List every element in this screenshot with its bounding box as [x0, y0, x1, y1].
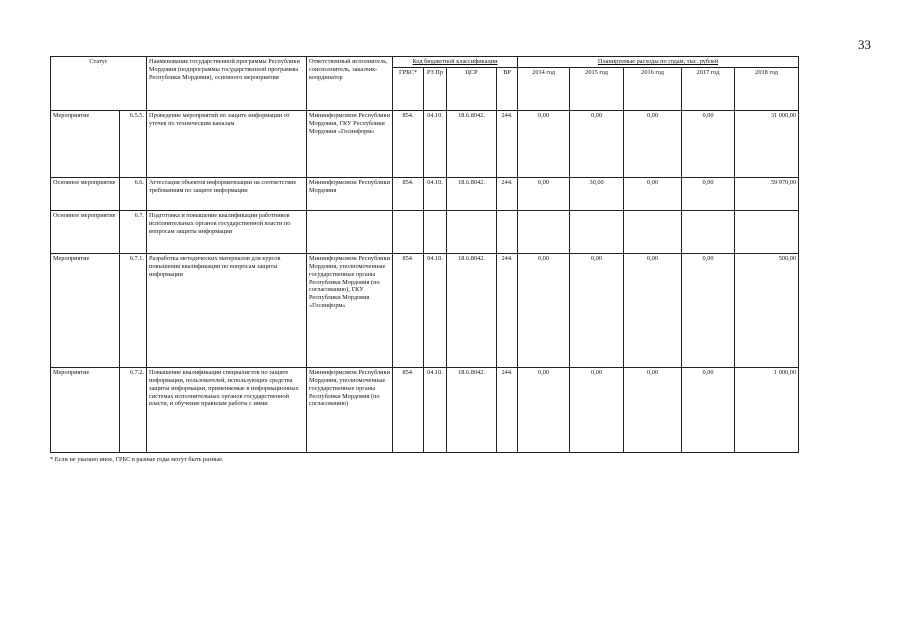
y2017-cell: 0,00 [682, 368, 735, 453]
y2018-cell: 1 000,00 [735, 368, 799, 453]
vr-cell: 244. [497, 111, 518, 178]
rz-cell: 04.10. [424, 368, 447, 453]
y2018-cell: 59 970,00 [735, 178, 799, 211]
y2014-cell: 0,00 [518, 111, 570, 178]
responsible-cell: Мининформсвязи Республики Мордовия, уполномоченные государственные органы Республики Мордовия (по согласованию) [307, 368, 393, 453]
y2015-cell: 0,00 [570, 111, 624, 178]
header-responsible: Ответственный исполнитель, соисполнитель, заказчик-координатор [307, 57, 393, 111]
header-row [51, 57, 799, 68]
responsible-cell: Мининформсвязи Республики Мордовия [307, 178, 393, 211]
vr-cell: 244. [497, 368, 518, 453]
name-cell: Разработка методических материалов для курсов повышения квалификации по вопросам защиты информации [147, 254, 307, 368]
number-cell: 6.7.1. [120, 254, 147, 368]
header-vr: ВР [497, 68, 518, 111]
y2017-cell [682, 211, 735, 254]
header-2015: 2015 год [570, 68, 624, 111]
responsible-cell: Мининформсвязи Республики Мордовия, уполномоченные государственные органы Республики Мордовия (по согласованию), ГКУ Республики Мордовия «Госинформ» [307, 254, 393, 368]
status-cell: Мероприятие [51, 111, 120, 178]
y2017-cell: 0,00 [682, 111, 735, 178]
header-status: Статус [51, 57, 147, 111]
header-2016: 2016 год [624, 68, 682, 111]
table-row [51, 368, 799, 453]
name-cell: Повышение квалификации специалистов по защите информации, пользователей, использующих средства защиты информации, применяемые в информационных системах исполнительных органов государственной власти, и обучение правилам работы с ними [147, 368, 307, 453]
responsible-cell: Мининформсвязи Республики Мордовия, ГКУ Республики Мордовия «Госинформ» [307, 111, 393, 178]
y2016-cell: 0,00 [624, 368, 682, 453]
rz-cell: 04.10. [424, 111, 447, 178]
table-row [51, 178, 799, 211]
y2014-cell: 0,00 [518, 178, 570, 211]
header-2014: 2014 год [518, 68, 570, 111]
header-spend-group: Планируемые расходы по годам, тыс. рублей [518, 57, 799, 68]
csr-cell [447, 211, 497, 254]
y2016-cell: 0,00 [624, 254, 682, 368]
y2018-cell [735, 211, 799, 254]
y2014-cell: 0,00 [518, 254, 570, 368]
table-row [51, 111, 799, 178]
header-rz: РЗ Пр [424, 68, 447, 111]
header-budget-group: Код бюджетной классификации [393, 57, 518, 68]
responsible-cell [307, 211, 393, 254]
csr-cell: 18.6.8042. [447, 368, 497, 453]
page-number: 33 [858, 37, 871, 52]
y2018-cell: 500,00 [735, 254, 799, 368]
csr-cell: 18.6.8042. [447, 178, 497, 211]
number-cell: 6.7. [120, 211, 147, 254]
header-name: Наименование государственной программы Республики Мордовия (подпрограммы государственной программы Республики Мордовия), основного мероприятия [147, 57, 307, 111]
status-cell: Основное мероприятие [51, 178, 120, 211]
y2016-cell: 0,00 [624, 178, 682, 211]
grbs-cell: 854. [393, 178, 424, 211]
status-cell: Мероприятие [51, 254, 120, 368]
y2015-cell: 0,00 [570, 368, 624, 453]
grbs-cell: 854. [393, 368, 424, 453]
status-cell: Мероприятие [51, 368, 120, 453]
y2017-cell: 0,00 [682, 254, 735, 368]
grbs-cell: 854. [393, 111, 424, 178]
number-cell: 6.5.5. [120, 111, 147, 178]
y2017-cell: 0,00 [682, 178, 735, 211]
name-cell: Проведение мероприятий по защите информации от утечек по техническим каналам [147, 111, 307, 178]
table-row [51, 254, 799, 368]
header-grbs: ГРБС* [393, 68, 424, 111]
rz-cell [424, 211, 447, 254]
budget-table [50, 56, 799, 453]
y2014-cell [518, 211, 570, 254]
csr-cell: 18.6.8042. [447, 254, 497, 368]
name-cell: Аттестация объектов информатизации на соответствие требованиям по защите информации [147, 178, 307, 211]
vr-cell [497, 211, 518, 254]
y2016-cell: 0,00 [624, 111, 682, 178]
grbs-cell [393, 211, 424, 254]
rz-cell: 04.10. [424, 254, 447, 368]
y2014-cell: 0,00 [518, 368, 570, 453]
status-cell: Основное мероприятие [51, 211, 120, 254]
footnote: * Если не указано иное, ГРБС в разные годы могут быть разные. [50, 456, 224, 463]
header-2017: 2017 год [682, 68, 735, 111]
vr-cell: 244. [497, 178, 518, 211]
csr-cell: 18.6.8042. [447, 111, 497, 178]
name-cell: Подготовка и повышение квалификации работников исполнительных органов государственной власти по вопросам защиты информации [147, 211, 307, 254]
y2018-cell: 31 000,00 [735, 111, 799, 178]
y2015-cell: 0,00 [570, 254, 624, 368]
header-2018: 2018 год [735, 68, 799, 111]
rz-cell: 04.10. [424, 178, 447, 211]
y2015-cell: 30,00 [570, 178, 624, 211]
y2015-cell [570, 211, 624, 254]
y2016-cell [624, 211, 682, 254]
table-row [51, 211, 799, 254]
number-cell: 6.7.2. [120, 368, 147, 453]
number-cell: 6.6. [120, 178, 147, 211]
grbs-cell: 854. [393, 254, 424, 368]
header-csr: ЦСР [447, 68, 497, 111]
vr-cell: 244. [497, 254, 518, 368]
